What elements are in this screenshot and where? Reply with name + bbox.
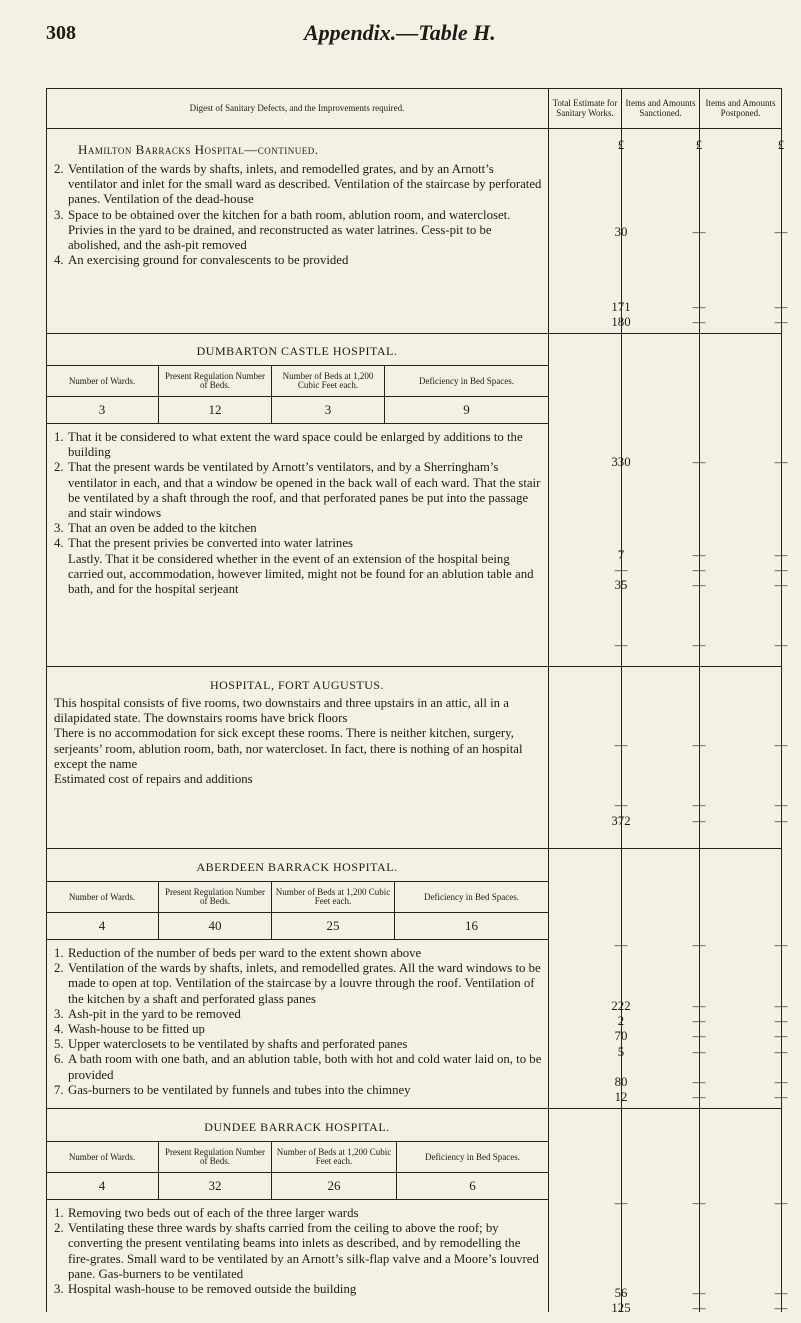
page-title: Appendix.—Table H.	[304, 20, 496, 45]
header-digest: Digest of Sanitary Defects, and the Improvements required.	[189, 103, 405, 113]
list-item: 4. An exercising ground for convalescents to be provided	[54, 253, 349, 268]
list-item: 1. Removing two beds out of each of the three larger wards	[54, 1206, 359, 1220]
section-dumbarton	[46, 338, 548, 597]
list-item: 4. Wash-house to be fitted up	[54, 1022, 205, 1037]
list-item: 7. Gas-burners to be ventilated by funnels and tubes into the chimney	[54, 1082, 411, 1097]
list-item: 5. Upper waterclosets to be ventilated by shafts and perforated panes	[54, 1037, 408, 1052]
paragraph: This hospital consists of five rooms, two downstairs and three upstairs in an attic, all in a dilapidated state. The downstairs rooms have brick floors	[54, 696, 509, 726]
list-item: 3. Space to be obtained over the kitchen for a bath room, ablution room, and watercloset. Privies in the yard to be drained, and reconstructed as water latrines. Cess-pit to be abolished, and the ash-pit removed	[54, 207, 511, 253]
list-item: 3. Ash-pit in the yard to be removed	[54, 1006, 241, 1021]
list-item: 2. Ventilation of the wards by shafts, inlets, and remodelled grates. All the ward windows to be made to open at top. Ventilation of the staircase by a louvre through the roof. Ventilation of the kitchen by a shaft and perforated glass panes	[54, 961, 541, 1006]
list-item: 1. Reduction of the number of beds per ward to the extent shown above	[54, 946, 422, 960]
section-hamilton	[46, 136, 548, 268]
list-item: 4. That the present privies be converted into water latrines	[54, 536, 353, 551]
list-item: 2. Ventilation of the wards by shafts, inlets, and remodelled grates, and by an Arnott’s ventilator and inlet for the small ward as described. Ventilation of the staircase by perforated panes. Ventilation of the dead-house	[54, 162, 542, 207]
list-item: 2. That the present wards be ventilated by Arnott’s ventilators, and by a Sherringham’s ventilator in each, and that a window be opened in the back wall of each ward. That the stair be ventilated by a shaft through the roof, and that perforated panes be put into the passage and stair windows	[54, 460, 541, 521]
list-item: 3. That an oven be added to the kitchen	[54, 521, 257, 536]
list-item: 6. A bath room with one bath, and an ablution table, both with hot and cold water laid on, to be provided	[54, 1052, 542, 1082]
section-fort-augustus	[46, 672, 548, 787]
page-header	[46, 14, 786, 54]
section-title: DUMBARTON CASTLE HOSPITAL.	[196, 344, 398, 358]
header-total-estimate: Total Estimate for Sanitary Works.	[552, 98, 618, 118]
list-item: 2. Ventilating these three wards by shafts carried from the ceiling to above the roof; by converting the present ventilating beams into inlets as described, and by remodelling the fire-grates. Small ward to be ventilated by an Arnott’s silk-flap valve and a Moore’s louvred pane. Gas-burners to be ventilated	[54, 1221, 539, 1281]
list-item: Lastly. That it be considered whether in the event of an extension of the hospital being carried out, accommodation, however limited, might not be found for an ablution table and bath, and for the hospital serjeant	[68, 551, 534, 597]
stats-table: Number of Wards. 4 Present Regulation Number of Beds. 32 Number of Beds at 1,200 Cubic Feet each. 26 Deficiency in Bed Spaces. 6	[46, 1141, 548, 1200]
stats-table: Number of Wards. 3 Present Regulation Number of Beds. 12 Number of Beds at 1,200 Cubic Feet each. 3 Deficiency in Bed Spaces. 9	[46, 365, 548, 424]
paragraph: Estimated cost of repairs and additions	[54, 772, 253, 787]
appendix-table: Digest of Sanitary Defects, and the Improvements required. Total Estimate for Sanitary Works. Items and Amounts Sanctioned. Items and Amounts Postponed. Hamilton Barracks Hospital—continued. 2. Ventilation of the wards by shafts, inlets, and remodelled grates, and by an Arnott’s ventilator and inlet for the small ward as described. Ventilation of the staircase by perforated panes. Ventilation of the dead-house 3. Space to be obtained over the kitchen for a bath room, ablution room, and watercloset. Privies in the yard to be drained, and reconstructed as water latrines. Cess-pit to be abolished, and the ash-pit removed 4. An exercising ground for convalescents to be provided £ 30 171 180 £ — — — £ — — — DUMBARTON CASTLE HOSPITAL. Number of Wards. 3 Present Regulation Number of Beds. 12 Number of Beds at 1,200 Cubic Feet each. 3 Deficiency in Bed Spaces. 9 1. That it be considered to what extent the ward space could be enlarged by additions to the building 2. That the present wards be ventilated by Arnott’s ventilators, and by a Sherringham’s ventilator in each, and that a window be opened in the back wall of each ward. That the stair be ventilated by a shaft through the roof, and that perforated panes be put into the passage and stair windows 3. That an oven be added to the kitchen 4. That the present privies be converted into water latrines Lastly. That it be considered whether in the event of an extension of the hospital being carried out, accommodation, however limited, might not be found for an ablution table and bath, and for the hospital serjeant 330 7 — 35 — — — — — — — — — — — HOSPITAL, FORT AUGUSTUS. This hospital consists of five rooms, two downstairs and three upstairs in an attic, all in a dilapidated state. The downstairs rooms have brick floors There is no accommodation for sick except these rooms. There is neither kitchen, surgery, serjeants’ room, ablution room, bath, nor watercloset. In fact, there is nothing of an hospital except the name Estimated cost of repairs and additions — — 372 — — — — — — ABERDEEN BARRACK HOSPITAL. Number of Wards. 4 Present Regulation Number of Beds. 40 Number of Beds at 1,200 Cubic Feet each. 25 Deficiency in Bed Spaces. 16 1. Reduction of the number of beds per ward to the extent shown above 2. Ventilation of the wards by shafts, inlets, and remodelled grates. All the ward windows to be made to open at top. Ventilation of the staircase by a louvre through the roof. Ventilation of the kitchen by a shaft and perforated glass panes 3. Ash-pit in the yard to be removed 4. Wash-house to be fitted up 5. Upper waterclosets to be ventilated by shafts and perforated panes 6. A bath room with one bath, and an ablution table, both with hot and cold water laid on, to be provided 7. Gas-burners to be ventilated by funnels and tubes into the chimney — 222 2 70 5 80 12 — — — — — — — — — — — — — — DUNDEE BARRACK HOSPITAL. Number of Wards. 4 Present Regulation Number of Beds. 32 Number of Beds at 1,200 Cubic Feet each. 26 Deficiency in Bed Spaces. 6 1. Removing two beds out of each of the three larger wards 2. Ventilating these three wards by shafts carried from the ceiling to above the roof; by converting the present ventilating beams into inlets as described, and by remodelling the fire-grates. Small ward to be ventilated by an Arnott’s silk-flap valve and a Moore’s louvred pane. Gas-burners to be ventilated 3. Hospital wash-house to be removed outside the building — 56 125 — — — — — —	[46, 88, 782, 1312]
list-item: 3. Hospital wash-house to be removed outside the building	[54, 1282, 357, 1297]
header-postponed: Items and Amounts Postponed.	[705, 98, 776, 118]
stats-table: Number of Wards. 4 Present Regulation Number of Beds. 40 Number of Beds at 1,200 Cubic Feet each. 25 Deficiency in Bed Spaces. 16	[46, 881, 548, 940]
section-title: Hamilton Barracks Hospital—continued.	[78, 142, 319, 157]
section-title: HOSPITAL, FORT AUGUSTUS.	[209, 678, 385, 692]
section-title: DUNDEE BARRACK HOSPITAL.	[204, 1120, 390, 1134]
section-dundee	[46, 1114, 548, 1297]
page-number: 308	[46, 22, 76, 44]
section-aberdeen	[46, 854, 548, 1098]
header-sanctioned: Items and Amounts Sanctioned.	[625, 98, 696, 118]
paragraph: There is no accommodation for sick except these rooms. There is neither kitchen, surgery, serjeants’ room, ablution room, bath, nor watercloset. In fact, there is nothing of an hospital except the name	[54, 726, 523, 771]
list-item: 1. That it be considered to what extent the ward space could be enlarged by additions to the building	[54, 430, 523, 460]
section-title: ABERDEEN BARRACK HOSPITAL.	[196, 860, 398, 874]
